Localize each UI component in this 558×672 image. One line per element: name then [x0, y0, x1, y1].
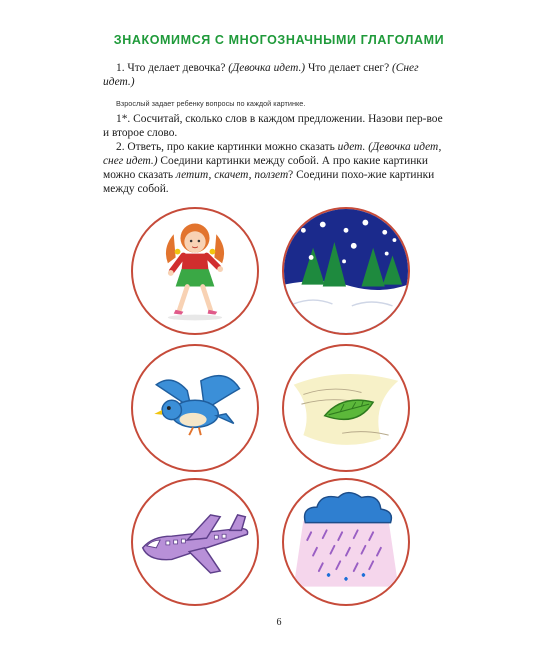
girl-icon	[133, 209, 257, 333]
task-2-answer-1: (Девочка идет, снег идет.)	[103, 141, 442, 167]
picture-leaf-flying[interactable]	[282, 344, 410, 472]
task-1	[103, 61, 446, 89]
task-2-verbs-2: летит, скачет, ползет	[175, 169, 289, 181]
task-2-text-2: Соедини картинки между собой. А про какие картинки можно сказать	[103, 155, 428, 181]
adult-note: Взрослый задает ребенку вопросы по каждой картинке.	[116, 99, 306, 108]
picture-bird-flying[interactable]	[131, 344, 259, 472]
rain-icon	[284, 480, 408, 604]
picture-girl-walking[interactable]	[131, 207, 259, 335]
bird-icon	[133, 346, 257, 470]
picture-plane-flying[interactable]	[131, 478, 259, 606]
task-1-star-number: 1*.	[116, 113, 131, 125]
leaf-icon	[284, 346, 408, 470]
task-1-answer-1: (Девочка идет.)	[228, 62, 306, 74]
page-title: ЗНАКОМИМСЯ С МНОГОЗНАЧНЫМИ ГЛАГОЛАМИ	[113, 33, 445, 47]
task-1-star	[103, 112, 446, 140]
task-2-text-1: Ответь, про какие картинки можно сказать	[127, 141, 335, 153]
task-2-number: 2.	[116, 141, 125, 153]
snow-icon	[284, 209, 408, 333]
plane-icon	[133, 480, 257, 604]
task-2-text-3: ? Соедини похо-жие картинки между собой.	[103, 169, 435, 195]
task-1-answer-2: (Снег идет.)	[103, 62, 419, 88]
task-2-verb-1: идет.	[337, 141, 366, 153]
task-1-number: 1.	[116, 62, 125, 74]
picture-rain-falling[interactable]	[282, 478, 410, 606]
task-1-star-text: Сосчитай, сколько слов в каждом предложении. Назови пер-вое и второе слово.	[103, 113, 443, 139]
task-2	[103, 140, 446, 196]
task-1-question-2: Что делает снег?	[307, 62, 390, 74]
page-number: 6	[276, 617, 282, 628]
picture-snow-falling[interactable]	[282, 207, 410, 335]
task-1-question-1: Что делает девочка?	[127, 62, 226, 74]
